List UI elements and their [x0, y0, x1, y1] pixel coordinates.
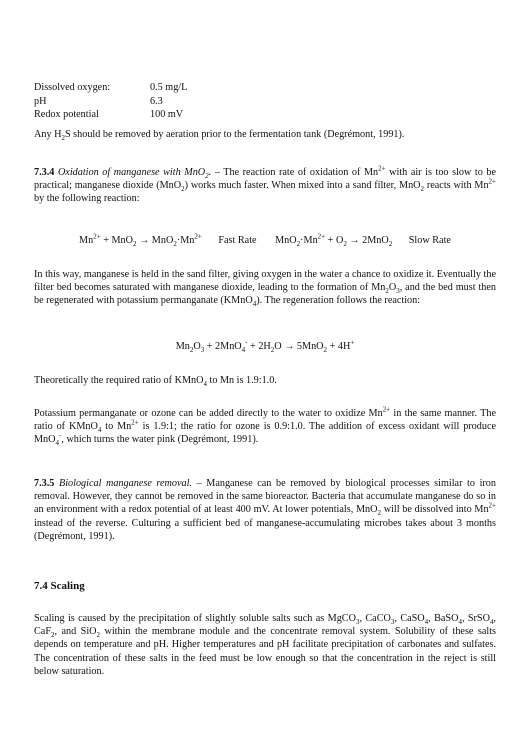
paragraph-permanganate: Potassium permanganate or ozone can be added directly to the water to oxidize $Mn^{2+}$ in the same manner. The ratio of KMnO$_4$ to $Mn^{2+}$ is 1.9:1; the ratio for ozone is 0.9:1.0. The addition of excess oxidant will produce MnO$_4$-, which turns the water pink (Degrémont, 1991). [34, 405, 496, 448]
parameter-label: Redox potential [34, 109, 99, 121]
subscript: 2 [61, 134, 65, 143]
parameter-row [34, 108, 187, 122]
section-title: Biological manganese removal. [58, 478, 192, 489]
parameter-label: pH [34, 95, 47, 107]
equation-regeneration: $Mn_2O_3 + 2MnO_4^- + 2H_2O \to 5MnO_2 + 4H^+$ [175, 338, 355, 355]
section-number: 7.3.4 [34, 167, 55, 178]
slow-rate-label: Slow Rate [408, 235, 451, 246]
dash: – [211, 167, 224, 178]
paragraph-kmno4-ratio: Theoretically the required ratio of KMnO$_4$ to Mn is 1.9:1.0. [34, 375, 277, 389]
parameter-row [34, 95, 187, 109]
paragraph-h2s-aeration [34, 128, 496, 141]
parameter-row [34, 81, 187, 95]
section-number: 7.3.5 [34, 478, 55, 489]
section-heading: 7.4 Scaling [34, 580, 85, 592]
parameter-value: 100 mV [150, 109, 184, 121]
parameter-label: Dissolved oxygen: [34, 82, 111, 93]
section-7-3-4: 7.3.4 Oxidation of manganese with MnO$_2$. – The reaction rate of oxidation of $Mn^{2+}$ with air is too slow to be practical; manganese dioxide (MnO$_2$) works much faster. When mixed into a sand filter, MnO$_2$ reacts with $Mn^{2+}$ by the following reaction: [34, 164, 496, 205]
water-parameters-table [34, 81, 187, 122]
dash: – [191, 478, 207, 489]
section-title: Oxidation of manganese with MnO$_2$. [57, 167, 212, 181]
text: Any H [34, 129, 62, 140]
fast-rate-label: Fast Rate [218, 235, 257, 246]
equation-manganese-oxidation: $Mn^{2+} + MnO_2 \to MnO_2\cdot Mn^{2+}$ Fast Rate $MnO_2\cdot Mn^{2+} + O_2 \to 2MnO_2$ Slow Rate [79, 232, 451, 249]
parameter-value: 0.5 mg/L [150, 82, 188, 93]
section-7-4-heading-block [34, 580, 496, 593]
text: S should be removed by aeration prior to the fermentation tank (Degrémont, 1991). [64, 129, 405, 140]
paragraph-sand-filter: In this way, manganese is held in the sand filter, giving oxygen in the water a chance to oxidize it. Eventually the filter bed becomes saturated with manganese dioxide, leading to the formation of $Mn_2O_3$, and the bed must then be regenerated with potassium permanganate (KMnO$_4$). The regeneration follows the reaction: [34, 269, 497, 309]
section-7-3-5: 7.3.5 Biological manganese removal. – Manganese can be removed by biological processes similar to iron removal. However, they cannot be removed in the same bioreactor. Bacteria that accumulate manganese do so in an environment with a redox potential of at least 400 mV. At lower potentials, MnO$_2$ will be dissolved into $Mn^{2+}$ instead of the reverse. Culturing a sufficient bed of manganese-accumulating microbes takes about 3 months (Degrémont, 1991). [34, 478, 496, 542]
paragraph-scaling: Scaling is caused by the precipitation of slightly soluble salts such as MgCO$_3$, CaCO$_3$, CaSO$_4$, BaSO$_4$, SrSO$_4$, CaF$_2$, and SiO$_2$ within the membrane module and the concentrate removal system. Solubility of these salts depends on temperature and pH. Higher temperatures and pH facilitate precipitation of carbonates and sulfates. The concentration of these salts in the feed must be low enough so that the concentration in the reject is still below saturation. [34, 613, 497, 677]
parameter-value: 6.3 [150, 95, 163, 107]
